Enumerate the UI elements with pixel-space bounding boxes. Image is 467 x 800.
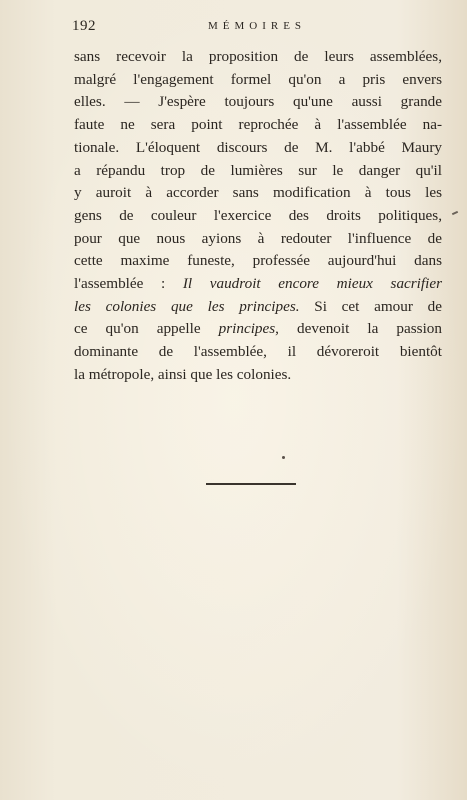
text-line-5: tionale. L'éloquent discours de M. l'abbé Maury [74, 138, 442, 156]
page-number: 192 [72, 18, 96, 34]
text-line-11 [74, 273, 442, 296]
text-line-15: la métropole, ainsi que les colonies. [74, 365, 292, 383]
text-line-14: dominante de l'assemblée, il dévoreroit bientôt [74, 343, 442, 361]
text-line-9: pour que nous ayions à redouter l'influence de [74, 229, 442, 247]
text-line-13-italic: principes [218, 320, 276, 338]
text-line-13 [74, 318, 442, 341]
text-line-4: faute ne sera point reprochée à l'assemblée na- [74, 116, 442, 134]
text-line-7: y auroit à accorder sans modification à tous les [74, 184, 442, 202]
text-line-13-roman-b: , devenoit la passion [275, 320, 442, 338]
margin-mark [452, 211, 458, 215]
text-line-6: a répandu trop de lumières sur le danger qu'il [74, 161, 442, 179]
text-line-2: malgré l'engagement formel qu'on a pris envers [74, 70, 442, 88]
ink-speck [282, 456, 285, 459]
text-line-12 [74, 296, 442, 319]
body-text [74, 46, 442, 387]
running-title: MÉMOIRES [207, 20, 307, 32]
text-line-3: elles. — J'espère toujours qu'une aussi grande [74, 93, 442, 111]
text-line-12-roman: Si cet amour de [299, 297, 442, 315]
text-line-10: cette maxime funeste, professée aujourd'hui dans [74, 252, 442, 270]
text-line-11-roman: l'assemblée : [74, 275, 183, 293]
text-line-1: sans recevoir la proposition de leurs assemblées, [74, 48, 442, 65]
text-line-12-italic: les colonies que les principes. [74, 297, 300, 315]
text-line-13-roman-a: ce qu'on appelle [74, 320, 219, 338]
text-line-8: gens de couleur l'exercice des droits politiques, [74, 206, 442, 224]
end-rule [206, 483, 296, 485]
page-header [72, 18, 442, 40]
text-line-11-italic: Il vaudroit encore mieux sacrifier [182, 275, 442, 293]
